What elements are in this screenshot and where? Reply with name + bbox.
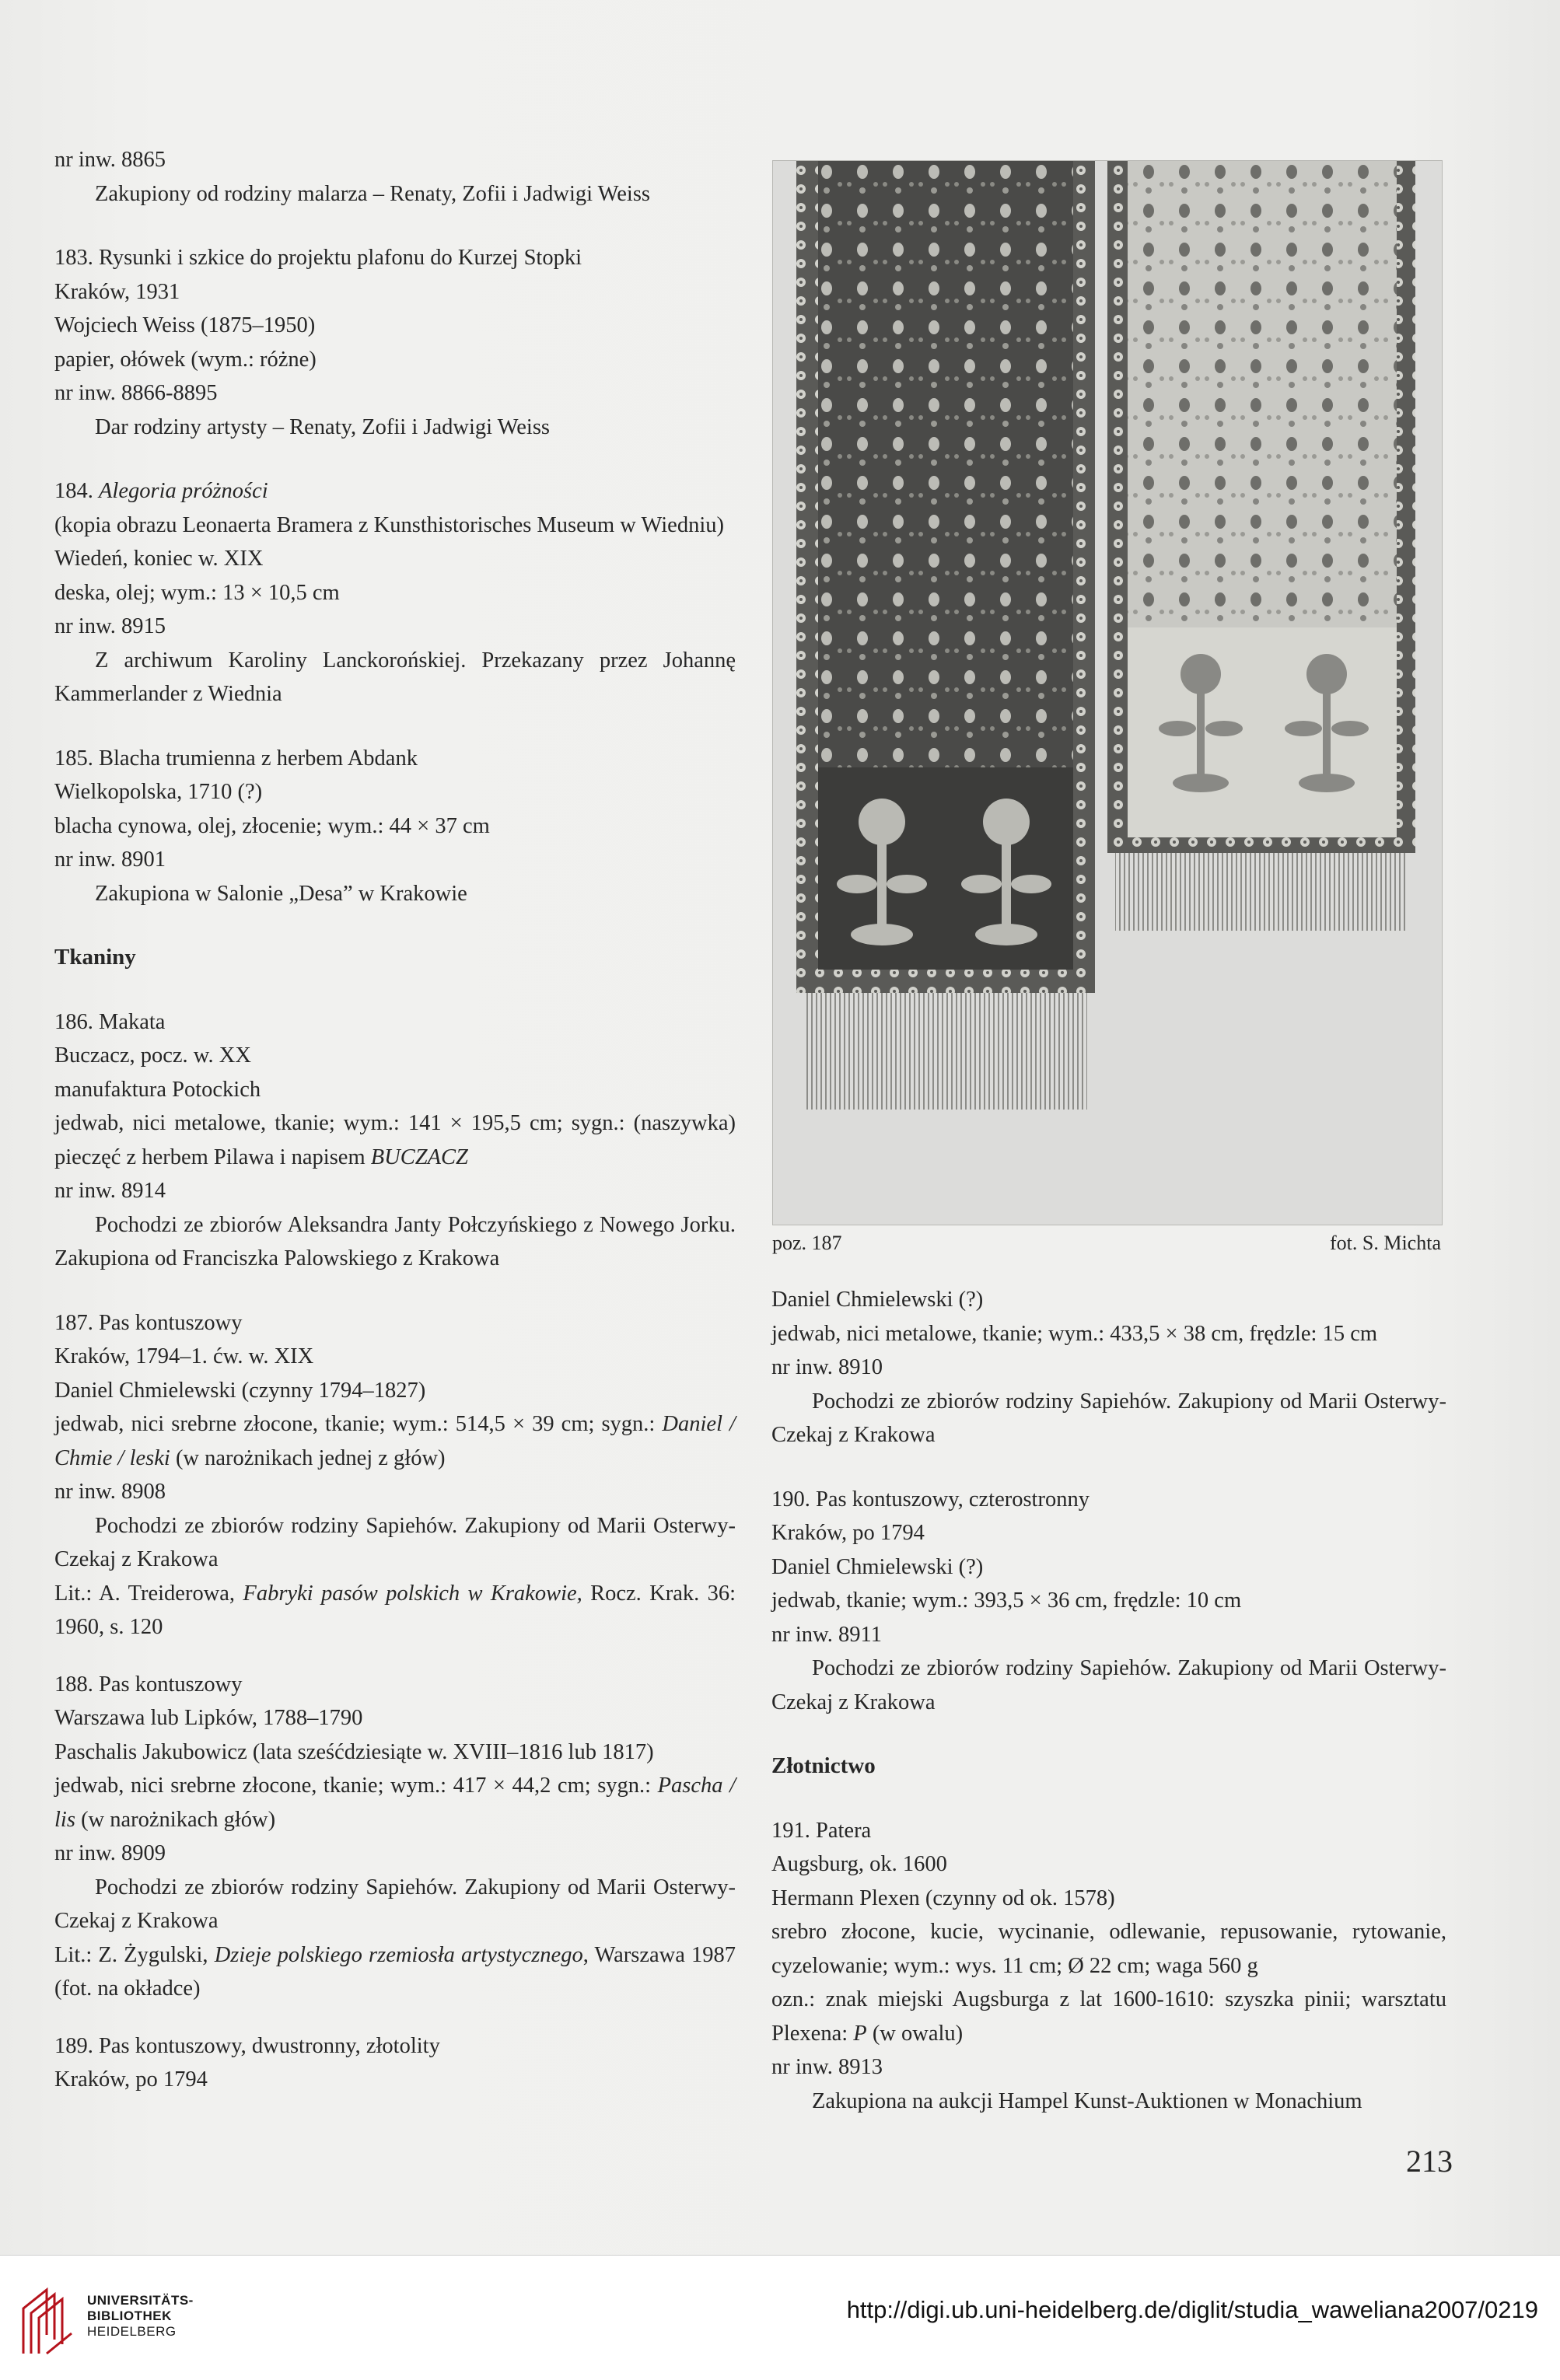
entry-188-literature: Lit.: Z. Żygulski, Dzieje polskiego rzemiosła artystycznego, Warszawa 1987 (fot. na okładce) — [54, 1942, 736, 2001]
entry-189-maker: Daniel Chmielewski (?) — [771, 1288, 984, 1312]
entry-183-inventory: nr inw. 8866-8895 — [54, 381, 218, 405]
entry-189-place: Kraków, po 1794 — [54, 2067, 208, 2092]
entry-185-inventory: nr inw. 8901 — [54, 848, 166, 872]
entry-184-provenance: Z archiwum Karoliny Lanckorońskiej. Przekazany przez Johannę Kammerlander z Wiednia — [54, 648, 736, 706]
entry-189-provenance: Pochodzi ze zbiorów rodziny Sapiehów. Zakupiony od Marii Osterwy-Czekaj z Krakowa — [771, 1389, 1446, 1447]
section-heading-tkaniny: Tkaniny — [54, 945, 136, 970]
entry-184-title: 184. Alegoria próżności — [54, 479, 268, 503]
entry-183-author: Wojciech Weiss (1875–1950) — [54, 313, 316, 337]
entry-191-title: 191. Patera — [771, 1818, 872, 1843]
entry-186-place: Buczacz, pocz. w. XX — [54, 1043, 251, 1068]
provenance: Zakupiony od rodziny malarza – Renaty, Zofii i Jadwigi Weiss — [95, 181, 651, 206]
library-name: UNIVERSITÄTS- BIBLIOTHEK HEIDELBERG — [87, 2293, 194, 2339]
entry-188-maker: Paschalis Jakubowicz (lata sześćdziesiąte w. XVIII–1816 lub 1817) — [54, 1739, 654, 1764]
entry-184-inventory: nr inw. 8915 — [54, 614, 166, 638]
entry-190-title: 190. Pas kontuszowy, czterostronny — [771, 1487, 1090, 1512]
entry-190-maker: Daniel Chmielewski (?) — [771, 1554, 984, 1579]
entry-187-title: 187. Pas kontuszowy — [54, 1310, 243, 1335]
entry-183-place: Kraków, 1931 — [54, 279, 180, 304]
entry-183-provenance: Dar rodziny artysty – Renaty, Zofii i Jadwigi Weiss — [95, 414, 551, 439]
caption-photo-credit: fot. S. Michta — [1330, 1232, 1441, 1254]
entry-191-place: Augsburg, ok. 1600 — [771, 1852, 947, 1876]
entry-188-signature: Pascha / lis — [54, 1774, 736, 1832]
entry-186-maker: manufaktura Potockich — [54, 1077, 261, 1102]
entry-190-place: Kraków, po 1794 — [771, 1521, 925, 1545]
entry-183-material: papier, ołówek (wym.: różne) — [54, 347, 317, 372]
entry-190-material: jedwab, tkanie; wym.: 393,5 × 36 cm, frędzle: 10 cm — [771, 1588, 1242, 1613]
entry-186-inventory: nr inw. 8914 — [54, 1179, 166, 1203]
entry-186-material: jedwab, nici metalowe, tkanie; wym.: 141 × 195,5 cm; sygn.: (naszywka) pieczęć z herbem Pilawa i napisem BUCZACZ — [54, 1111, 736, 1169]
sash-illustration — [773, 161, 1442, 1225]
entry-189-material: jedwab, nici metalowe, tkanie; wym.: 433,5 × 38 cm, frędzle: 15 cm — [771, 1321, 1378, 1346]
inventory-number: nr inw. 8865 — [54, 148, 166, 172]
entry-187-place: Kraków, 1794–1. ćw. w. XIX — [54, 1344, 314, 1368]
entry-185-provenance: Zakupiona w Salonie „Desa” w Krakowie — [95, 881, 467, 906]
university-library-logo-icon — [16, 2285, 81, 2357]
entry-184-copy-note: (kopia obrazu Leonaerta Bramera z Kunsthistorisches Museum w Wiedniu) — [54, 512, 724, 537]
entry-186-provenance: Pochodzi ze zbiorów Aleksandra Janty Połczyńskiego z Nowego Jorku. Zakupiona od Franciszka Palowskiego z Krakowa — [54, 1212, 736, 1270]
entry-184-title-italic: Alegoria próżności — [99, 479, 268, 503]
entry-189-inventory: nr inw. 8910 — [771, 1355, 883, 1379]
entry-188-place: Warszawa lub Lipków, 1788–1790 — [54, 1706, 363, 1730]
entry-187-maker: Daniel Chmielewski (czynny 1794–1827) — [54, 1378, 426, 1403]
source-url-link[interactable]: http://digi.ub.uni-heidelberg.de/diglit/studia_waweliana2007/0219 — [846, 2296, 1538, 2323]
entry-185-title: 185. Blacha trumienna z herbem Abdank — [54, 746, 418, 771]
entry-184-place: Wiedeń, koniec w. XIX — [54, 547, 264, 571]
entry-187-material: jedwab, nici srebrne złocone, tkanie; wym.: 514,5 × 39 cm; sygn.: Daniel / Chmie / leski (w narożnikach jednej z głów) — [54, 1412, 736, 1470]
entry-184-material: deska, olej; wym.: 13 × 10,5 cm — [54, 580, 340, 605]
entry-191-material: srebro złocone, kucie, wycinanie, odlewanie, repusowanie, rytowanie, cyzelowanie; wym.: wys. 11 cm; Ø 22 cm; waga 560 g — [771, 1920, 1446, 1978]
entry-187-inventory: nr inw. 8908 — [54, 1480, 166, 1504]
entry-190-inventory: nr inw. 8911 — [771, 1622, 882, 1647]
page-number: 213 — [1406, 2144, 1453, 2179]
entry-183-title: 183. Rysunki i szkice do projektu plafonu do Kurzej Stopki — [54, 246, 582, 270]
library-footer — [0, 2255, 1560, 2380]
section-heading-zlotnictwo: Złotnictwo — [771, 1753, 876, 1778]
entry-191-inventory: nr inw. 8913 — [771, 2055, 883, 2079]
entry-190-provenance: Pochodzi ze zbiorów rodziny Sapiehów. Zakupiony od Marii Osterwy-Czekaj z Krakowa — [771, 1656, 1446, 1714]
entry-186-title: 186. Makata — [54, 1009, 166, 1034]
entry-189-title: 189. Pas kontuszowy, dwustronny, złotolity — [54, 2033, 440, 2058]
entry-191-provenance: Zakupiona na aukcji Hampel Kunst-Auktionen w Monachium — [812, 2088, 1362, 2113]
entry-185-place: Wielkopolska, 1710 (?) — [54, 780, 263, 804]
left-column — [54, 143, 736, 2097]
sash-photograph — [772, 160, 1443, 1225]
entry-191-maker: Hermann Plexen (czynny od ok. 1578) — [771, 1885, 1115, 1910]
entry-186-signature: BUCZACZ — [370, 1145, 468, 1169]
entry-188-inventory: nr inw. 8909 — [54, 1841, 166, 1865]
right-column — [771, 1283, 1446, 2118]
entry-188-title: 188. Pas kontuszowy — [54, 1672, 243, 1697]
entry-191-marks: ozn.: znak miejski Augsburga z lat 1600-1610: szyszka pinii; warsztatu Plexena: P (w owalu) — [771, 1987, 1446, 2046]
entry-187-provenance: Pochodzi ze zbiorów rodziny Sapiehów. Zakupiony od Marii Osterwy-Czekaj z Krakowa — [54, 1513, 736, 1571]
entry-188-provenance: Pochodzi ze zbiorów rodziny Sapiehów. Zakupiony od Marii Osterwy-Czekaj z Krakowa — [54, 1875, 736, 1933]
entry-187-signature: Daniel / Chmie / leski — [54, 1412, 736, 1470]
entry-185-material: blacha cynowa, olej, złocenie; wym.: 44 × 37 cm — [54, 813, 490, 838]
entry-187-literature: Lit.: A. Treiderowa, Fabryki pasów polskich w Krakowie, Rocz. Krak. 36: 1960, s. 120 — [54, 1581, 736, 1639]
caption-position: poz. 187 — [772, 1232, 842, 1254]
entry-188-material: jedwab, nici srebrne złocone, tkanie; wym.: 417 × 44,2 cm; sygn.: Pascha / lis (w narożnikach głów) — [54, 1774, 736, 1832]
